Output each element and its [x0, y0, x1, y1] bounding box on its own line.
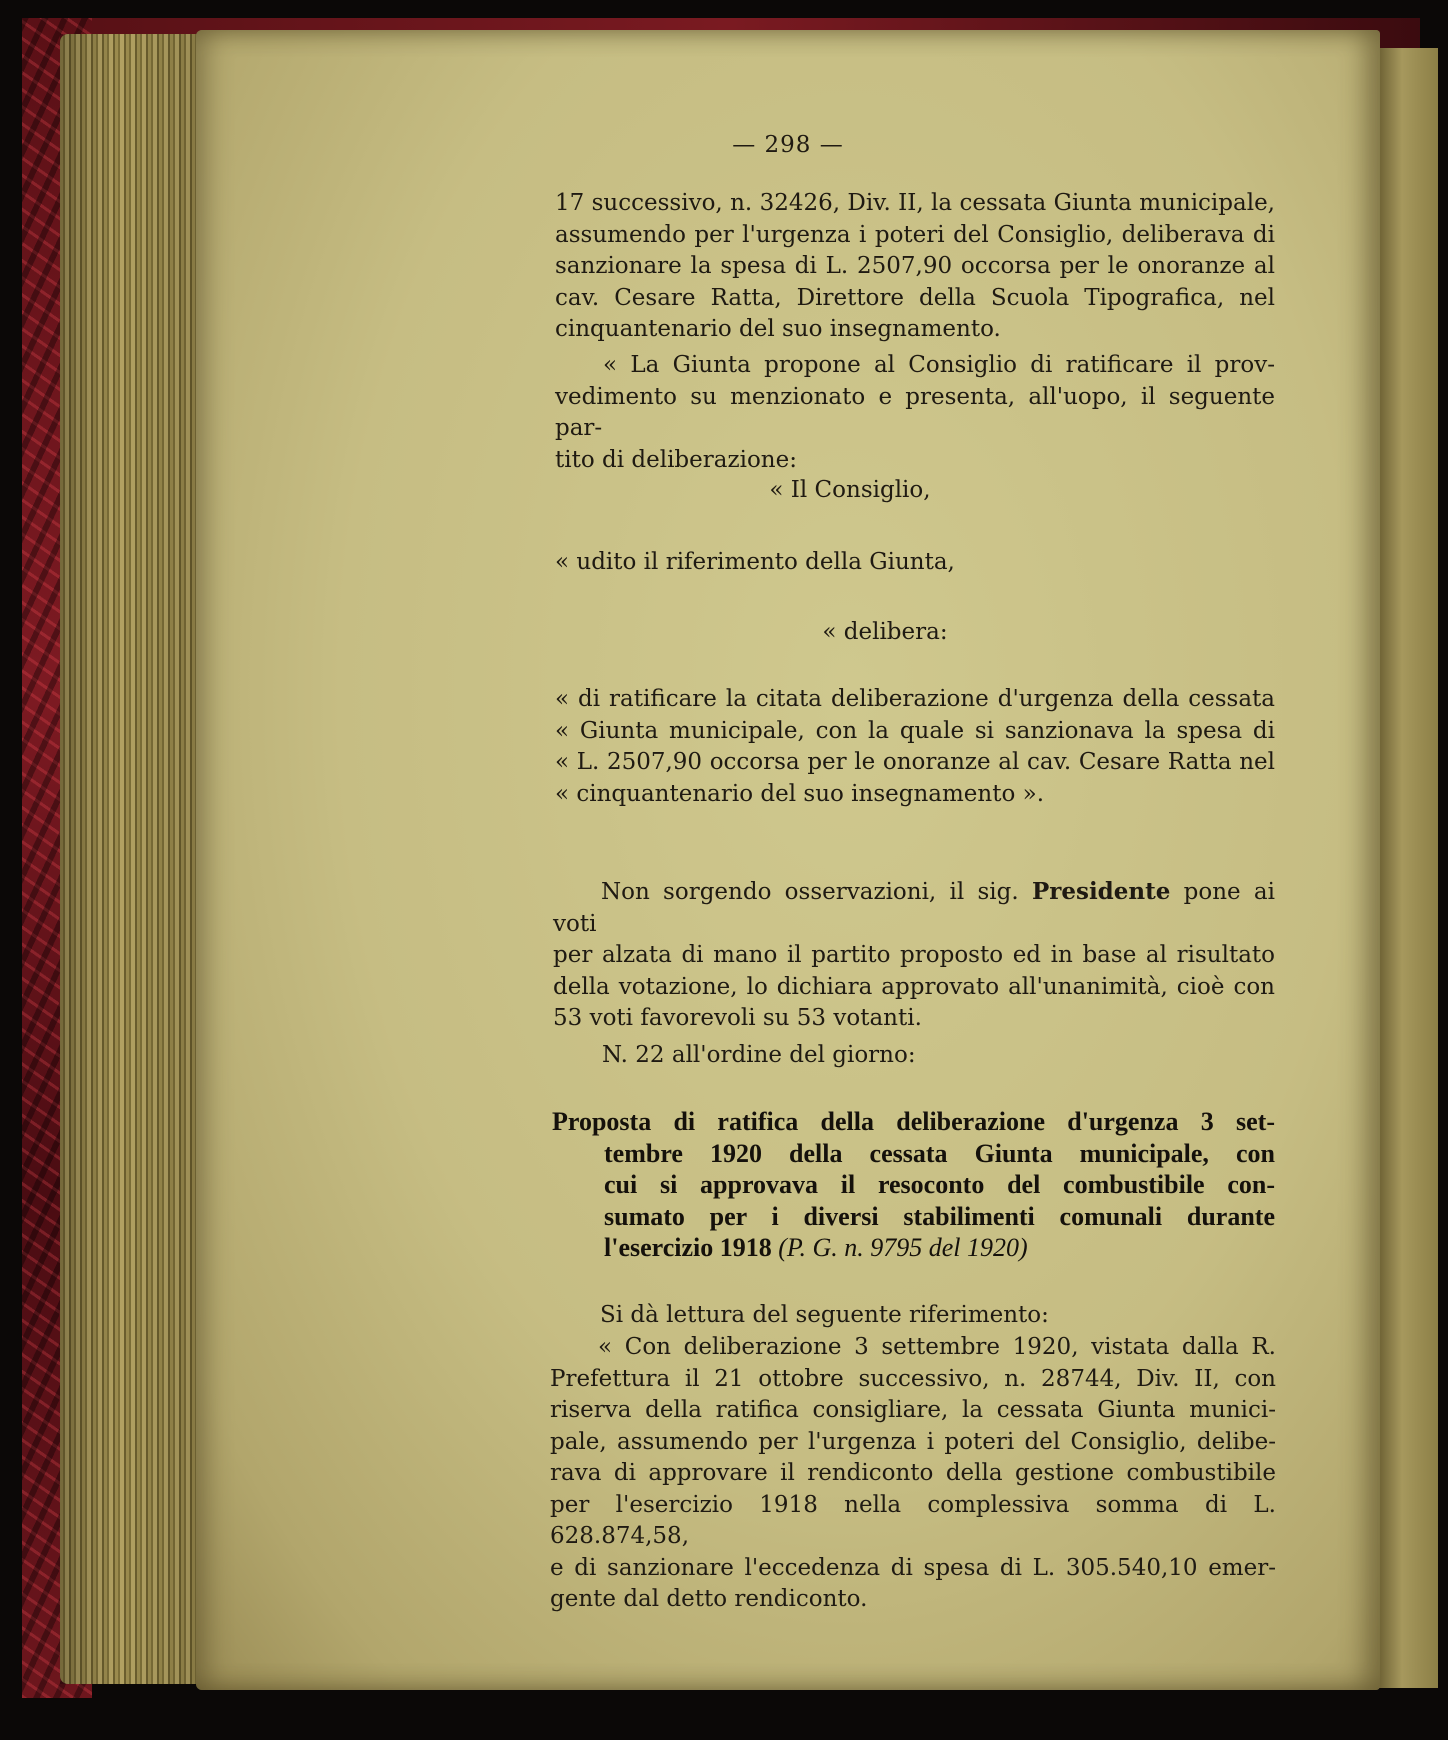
- delibera: « delibera:: [822, 619, 948, 645]
- text-line: rava di approvare il rendiconto della gestione combustibile: [550, 1460, 1276, 1486]
- paragraph-report: [550, 1332, 1276, 1616]
- paragraph-2: [555, 350, 1275, 476]
- lettura-line: Si dà lettura del seguente riferimento:: [600, 1302, 1049, 1328]
- text-line: « La Giunta propone al Consiglio di ratificare il prov-: [603, 352, 1275, 378]
- text-line: 17 successivo, n. 32426, Div. II, la cessata Giunta municipale,: [555, 190, 1275, 216]
- text-line: cav. Cesare Ratta, Direttore della Scuola Tipografica, nel: [555, 284, 1275, 311]
- facing-page-edge: [1378, 48, 1438, 1688]
- text-line: per alzata di mano il partito proposto ed in base al risultato: [553, 942, 1275, 968]
- heading-line: Proposta di ratifica della deliberazione d'urgenza 3 set-: [552, 1107, 1275, 1136]
- heading-line: cui si approvava il resoconto del combustibile con-: [604, 1170, 1275, 1199]
- text-run: Non sorgendo osservazioni, il sig.: [601, 879, 1032, 905]
- text-line: « Con deliberazione 3 settembre 1920, vistata dalla R.: [598, 1334, 1276, 1360]
- text-line: [553, 876, 1275, 940]
- text-line: riserva della ratifica consigliare, la cessata Giunta munici-: [550, 1397, 1276, 1423]
- deliberation-quote: [555, 684, 1275, 810]
- text-line: cinquantenario del suo insegnamento.: [555, 316, 1001, 342]
- text-line: pale, assumendo per l'urgenza i poteri del Consiglio, delibe-: [550, 1428, 1276, 1455]
- text-line: sanzionare la spesa di L. 2507,90 occorsa per le onoranze al: [555, 253, 1275, 279]
- text-line: « di ratificare la citata deliberazione d'urgenza della cessata: [555, 686, 1275, 712]
- text-line: « Giunta municipale, con la quale si sanzionava la spesa di: [555, 717, 1275, 744]
- page-edges: [60, 34, 205, 1684]
- text-run: pone ai voti: [553, 879, 1275, 937]
- paragraph-vote: [553, 876, 1275, 1035]
- page-text: [196, 30, 1380, 1690]
- agenda-heading: [552, 1106, 1275, 1264]
- text-line: tito di deliberazione:: [555, 446, 797, 473]
- udito-line: « udito il riferimento della Giunta,: [555, 549, 955, 575]
- presidente-bold: Presidente: [1031, 878, 1171, 905]
- text-line: della votazione, lo dichiara approvato all'unanimità, cioè con: [553, 973, 1275, 1000]
- paragraph-1: [555, 188, 1275, 346]
- text-line: per l'esercizio 1918 nella complessiva somma di L. 628.874,58,: [550, 1491, 1276, 1549]
- agenda-item-label: N. 22 all'ordine del giorno:: [602, 1042, 916, 1068]
- heading-line: sumato per i diversi stabilimenti comunali durante: [604, 1201, 1275, 1231]
- text-line: 53 voti favorevoli su 53 votanti.: [553, 1005, 922, 1031]
- heading-line: [552, 1232, 1275, 1264]
- text-line: e di sanzionare l'eccedenza di spesa di L. 305.540,10 emer-: [550, 1554, 1276, 1581]
- text-line: « L. 2507,90 occorsa per le onoranze al cav. Cesare Ratta nel: [555, 749, 1275, 775]
- heading-run: l'esercizio 1918: [604, 1233, 779, 1262]
- text-line: gente dal detto rendiconto.: [550, 1586, 868, 1612]
- heading-reference: (P. G. n. 9795 del 1920): [778, 1233, 1028, 1262]
- text-line: vedimento su menzionato e presenta, all'uopo, il seguente par-: [555, 383, 1275, 441]
- heading-line: tembre 1920 della cessata Giunta municipale, con: [604, 1138, 1275, 1168]
- il-consiglio: « Il Consiglio,: [769, 477, 931, 503]
- page-number: — 298 —: [732, 132, 844, 158]
- text-line: Prefettura il 21 ottobre successivo, n. 28744, Div. II, con: [550, 1365, 1276, 1392]
- book-page: [196, 30, 1380, 1690]
- text-line: « cinquantenario del suo insegnamento ».: [555, 780, 1045, 807]
- text-line: assumendo per l'urgenza i poteri del Consiglio, deliberava di: [555, 221, 1275, 248]
